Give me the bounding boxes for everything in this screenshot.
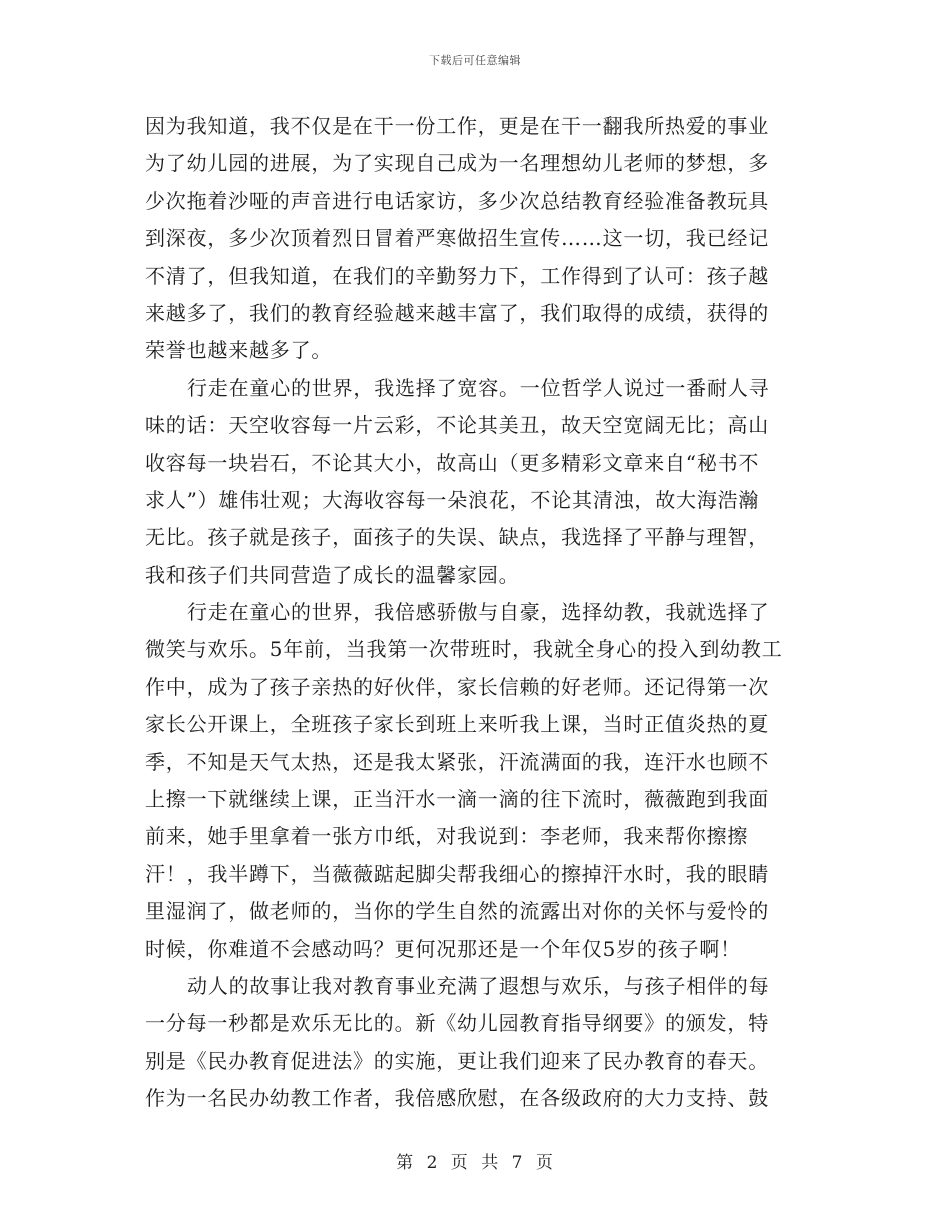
text-line: 行走在童心的世界，我倍感骄傲与自豪，选择幼教，我就选择了: [187, 600, 770, 625]
text-line: 前来，她手里拿着一张方巾纸，对我说到：李老师，我来帮你擦擦: [145, 824, 749, 849]
text-line: 行走在童心的世界，我选择了宽容。一位哲学人说过一番耐人寻: [187, 375, 770, 400]
text-line: 来越多了，我们的教育经验越来越丰富了，我们取得的成绩，获得的: [145, 300, 769, 325]
text-line: 我和孩子们共同营造了成长的温馨家园。: [145, 562, 520, 587]
text-line: 荣誉也越来越多了。: [145, 338, 333, 363]
page-number-footer: 第 2 页 共 7 页: [396, 1153, 554, 1173]
text-line: 为了幼儿园的进展，为了实现自己成为一名理想幼儿老师的梦想，多: [145, 151, 769, 176]
text-line: 收容每一块岩石，不论其大小，故高山（更多精彩文章来自“秘书不: [145, 450, 760, 475]
text-line: 作为一名民办幼教工作者，我倍感欣慰，在各级政府的大力支持、鼓: [145, 1086, 769, 1111]
text-line: 季，不知是天气太热，还是我太紧张，汗流满面的我，连汗水也顾不: [145, 749, 769, 774]
text-line: 味的话：天空收容每一片云彩，不论其美丑，故天空宽阔无比；高山: [145, 413, 769, 438]
text-line: 里湿润了，做老师的，当你的学生自然的流露出对你的关怀与爱怜的: [145, 899, 769, 924]
text-line: 一分每一秒都是欢乐无比的。新《幼儿园教育指导纲要》的颁发，特: [145, 1011, 769, 1036]
text-line: 少次拖着沙哑的声音进行电话家访，多少次总结教育经验准备教玩具: [145, 188, 769, 213]
text-line: 因为我知道，我不仅是在干一份工作，更是在干一翻我所热爱的事业: [145, 114, 769, 138]
text-line: 动人的故事让我对教育事业充满了遐想与欢乐，与孩子相伴的每: [187, 973, 770, 998]
text-line: 作中，成为了孩子亲热的好伙伴，家长信赖的好老师。还记得第一次: [145, 674, 769, 699]
text-line: 汗！，我半蹲下，当薇薇踮起脚尖帮我细心的擦掉汗水时，我的眼睛: [145, 861, 769, 886]
page-header-note: 下载后可任意编辑: [429, 54, 521, 67]
document-body: [145, 108, 810, 1118]
text-line: 求人”）雄伟壮观；大海收容每一朵浪花，不论其清浊，故大海浩瀚: [145, 487, 760, 512]
text-line: 不清了，但我知道，在我们的辛勤努力下，工作得到了认可：孩子越: [145, 263, 769, 288]
text-line: 时候，你难道不会感动吗？更何况那还是一个年仅5岁的孩子啊！: [145, 936, 741, 961]
text-line: 微笑与欢乐。5年前，当我第一次带班时，我就全身心的投入到幼教工: [145, 637, 783, 662]
text-line: 上擦一下就继续上课，正当汗水一滴一滴的往下流时，薇薇跑到我面: [145, 787, 769, 812]
text-line: 到深夜，多少次顶着烈日冒着严寒做招生宣传……这一切，我已经记: [145, 226, 769, 251]
text-line: 别是《民办教育促进法》的实施，更让我们迎来了民办教育的春天。: [145, 1048, 769, 1073]
text-line: 无比。孩子就是孩子，面孩子的失误、缺点，我选择了平静与理智，: [145, 525, 769, 550]
text-line: 家长公开课上，全班孩子家长到班上来听我上课，当时正值炎热的夏: [145, 712, 769, 737]
